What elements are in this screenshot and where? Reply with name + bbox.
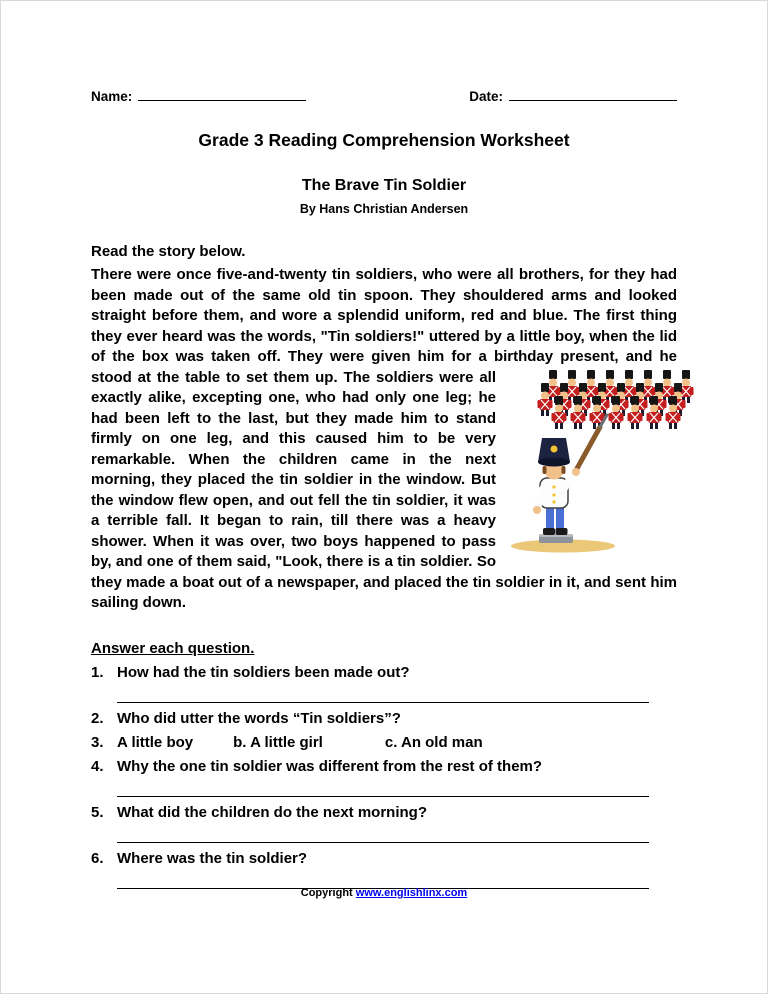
date-label: Date: <box>469 89 503 104</box>
worksheet-title: Grade 3 Reading Comprehension Worksheet <box>198 130 570 150</box>
name-date-row <box>91 1 677 104</box>
questions-heading: Answer each question. <box>91 639 255 657</box>
answer-blank-line <box>117 697 649 703</box>
story-text <box>91 265 677 614</box>
story-part-3: So they made a boat out of a newspaper, and placed the tin soldier in it, and sent him sailing down. <box>91 553 677 611</box>
story-part-1: There were once five-and-twenty tin soldiers, who were all brothers, for they had been made out of the same old tin spoon. They shouldered arms and looked straight before them, and wore a splendid uniform, red and blue. The first thing they ever heard was the words, "Tin soldiers!" uttered by a little boy, when the lid of the box was taken off. They were given him for a birthday <box>91 266 677 365</box>
question-text: Why the one tin soldier was different from the rest of them? <box>117 757 543 775</box>
question-number: 4. <box>91 757 104 775</box>
read-instruction: Read the story below. <box>91 243 246 260</box>
question-number: 2. <box>91 709 104 727</box>
choice-option-b: b. A little girl <box>233 733 323 751</box>
choice-option-a: A little boy <box>117 733 194 751</box>
answer-blank-line <box>117 791 649 797</box>
englishlinx-link[interactable]: www.englishlinx.com <box>355 887 468 899</box>
question-text: Where was the tin soldier? <box>117 849 308 867</box>
question-number: 1. <box>91 663 104 681</box>
question-item <box>91 804 677 821</box>
question-text: What did the children do the next morning? <box>117 803 427 821</box>
name-label: Name: <box>91 89 133 104</box>
question-item <box>91 850 677 867</box>
question-item <box>91 664 677 681</box>
story-part-2: present, and he stood at the table to set them up. The soldiers were all exactly alike, excepting one, who had only one leg; he had been left to the last, but they made him to stand firmly on one leg, and this caused him to be very remarkable. When the children came in the next morning, they placed the tin soldier in the window. But the window flew open, and out fell the tin soldier, it was a terrible fall. It began to rain, till there was a heavy shower. When it was over, two boys happened to pass by, and one of them said, "Look, there is a tin soldier. <box>91 348 678 570</box>
question-item <box>91 710 677 727</box>
name-field <box>91 89 306 104</box>
question-number: 6. <box>91 849 104 867</box>
tin-soldiers-illustration <box>508 370 703 565</box>
date-blank-line <box>509 90 677 101</box>
question-number: 3. <box>91 733 104 751</box>
tin-soldier-crowd <box>538 370 694 429</box>
footer <box>1 887 767 899</box>
copyright-label: Copyright <box>300 887 356 899</box>
choice-option-c: c. An old man <box>384 733 483 751</box>
name-blank-line <box>138 90 306 101</box>
question-text: Who did utter the words “Tin soldiers”? <box>117 709 401 727</box>
question-text: How had the tin soldiers been made out? <box>117 663 410 681</box>
date-field <box>469 89 677 104</box>
question-item <box>91 758 677 775</box>
big-tin-soldier <box>511 415 615 553</box>
question-item <box>91 734 677 751</box>
answer-blank-line <box>117 837 649 843</box>
story-title: The Brave Tin Soldier <box>301 177 467 194</box>
story-author: By Hans Christian Andersen <box>299 202 469 216</box>
question-number: 5. <box>91 803 104 821</box>
